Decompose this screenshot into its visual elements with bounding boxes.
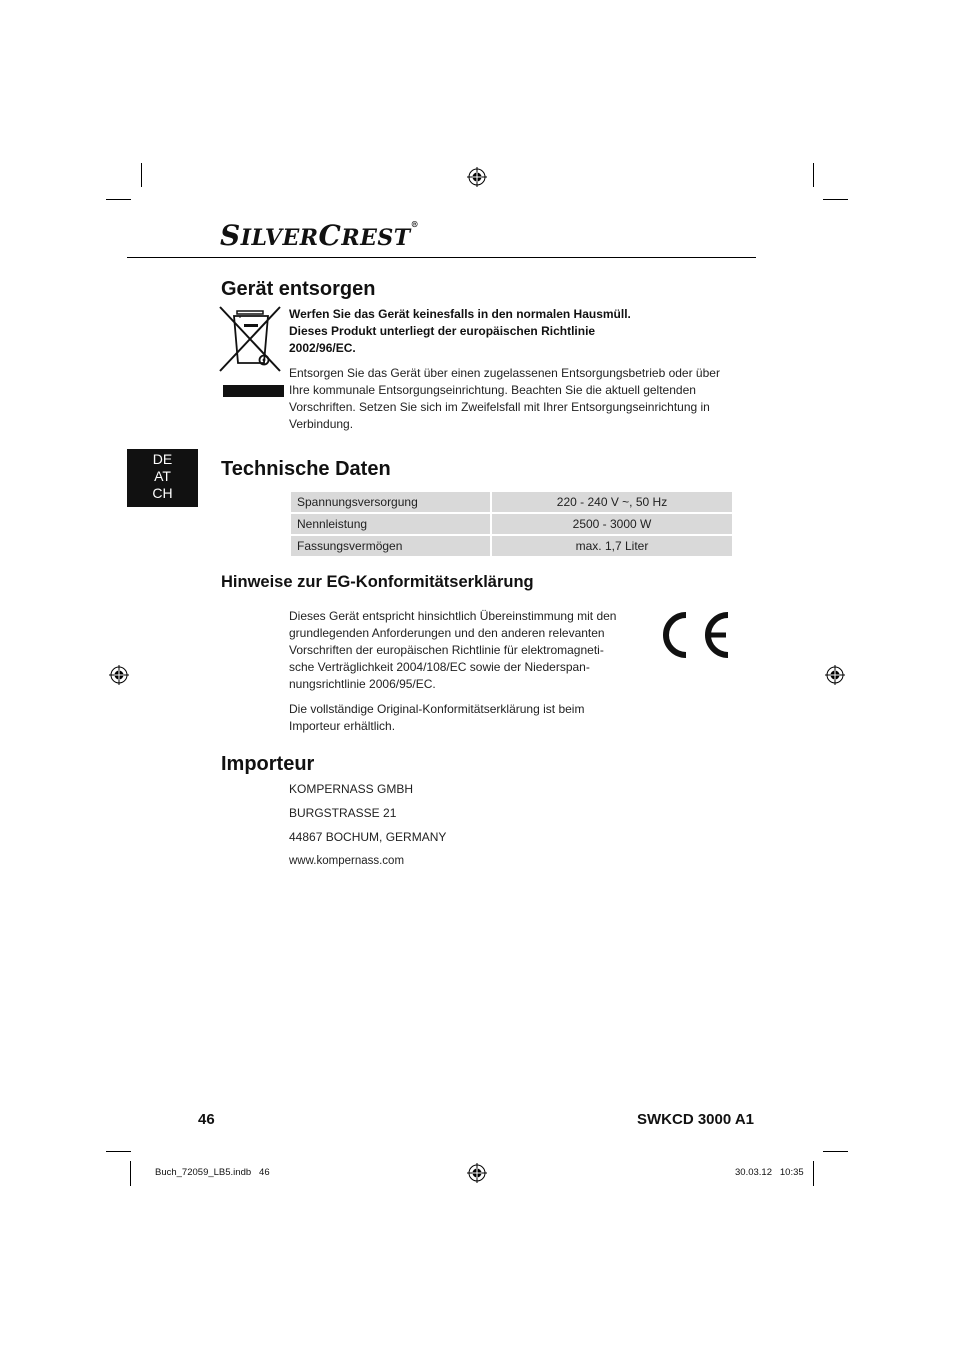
disposal-title: Gerät entsorgen: [221, 278, 376, 300]
disposal-body-line: Verbindung.: [289, 417, 354, 431]
conformity-line: Die vollständige Original-Konformitätserklärung ist beim: [289, 702, 585, 716]
crop-mark: [106, 199, 131, 200]
separate-collection-bar: [223, 385, 284, 397]
crop-mark: [130, 1161, 131, 1186]
importer-name: KOMPERNASS GMBH: [289, 782, 414, 796]
crop-mark: [823, 199, 848, 200]
spec-key: Nennleistung: [291, 514, 492, 534]
importer-city: 44867 BOCHUM, GERMANY: [289, 830, 447, 844]
ce-mark-icon: [656, 609, 732, 661]
spec-key: Fassungsvermögen: [291, 536, 492, 556]
disposal-body-line: Vorschriften. Setzen Sie sich im Zweifelsfall mit Ihrer Entsorgungseinrichtung in: [289, 400, 710, 414]
disposal-body-line: Entsorgen Sie das Gerät über einen zugelassenen Entsorgungsbetrieb oder über: [289, 366, 720, 380]
language-code: AT: [154, 468, 171, 484]
crop-mark: [813, 1161, 814, 1186]
logo-word: ILVER: [240, 225, 319, 251]
importer-title: Importeur: [221, 753, 315, 775]
spec-value: 220 - 240 V ~, 50 Hz: [492, 492, 732, 512]
print-file-name: Buch_72059_LB5.indb 46: [155, 1167, 270, 1178]
conformity-line: Dieses Gerät entspricht hinsichtlich Übereinstimmung mit den: [289, 609, 617, 623]
registration-mark-icon: [467, 167, 487, 187]
importer-website: www.kompernass.com: [289, 855, 405, 867]
crossed-bin-icon: [218, 305, 284, 377]
logo-word: REST: [341, 225, 411, 251]
logo-letter: S: [220, 219, 241, 252]
crop-mark: [823, 1151, 848, 1152]
importer-street: BURGSTRASSE 21: [289, 806, 397, 820]
spec-value: max. 1,7 Liter: [492, 536, 732, 556]
table-row: [291, 492, 732, 512]
spec-table: [291, 490, 732, 558]
conformity-line: Vorschriften der europäischen Richtlinie für elektromagneti-: [289, 643, 604, 657]
header-rule: [127, 257, 756, 258]
logo-letter: C: [318, 219, 342, 252]
tech-title: Technische Daten: [221, 458, 391, 480]
crop-mark: [813, 163, 814, 187]
language-code: DE: [152, 451, 173, 467]
disposal-warning-line: 2002/96/EC.: [289, 341, 356, 355]
model-number: SWKCD 3000 A1: [637, 1111, 754, 1128]
conformity-line: grundlegenden Anforderungen und den anderen relevanten: [289, 626, 605, 640]
page-number: 46: [198, 1111, 215, 1128]
registration-mark-icon: [467, 1163, 487, 1183]
table-row: [291, 514, 732, 534]
disposal-body: [289, 365, 749, 433]
conformity-title: Hinweise zur EG-Konformitätserklärung: [221, 573, 534, 591]
conformity-body: [289, 608, 639, 693]
registration-mark-icon: [109, 665, 129, 685]
conformity-note: [289, 701, 639, 735]
table-row: [291, 536, 732, 556]
conformity-line: nungsrichtlinie 2006/95/EC.: [289, 677, 436, 691]
registration-mark-icon: [825, 665, 845, 685]
conformity-line: sche Verträglichkeit 2004/108/EC sowie der Niederspan-: [289, 660, 590, 674]
language-tab: [127, 449, 198, 507]
disposal-body-line: Ihre kommunale Entsorgungseinrichtung. Beachten Sie die aktuell geltenden: [289, 383, 696, 397]
language-code: CH: [152, 485, 173, 501]
crop-mark: [106, 1151, 131, 1152]
print-timestamp: 30.03.12 10:35: [735, 1167, 804, 1178]
spec-key: Spannungsversorgung: [291, 492, 492, 512]
registered-mark: ®: [410, 219, 420, 229]
disposal-warning-line: Werfen Sie das Gerät keinesfalls in den normalen Hausmüll.: [289, 307, 631, 321]
crop-mark: [141, 163, 142, 187]
brand-logo: [220, 219, 419, 252]
disposal-warning: [289, 306, 739, 357]
disposal-warning-line: Dieses Produkt unterliegt der europäischen Richtlinie: [289, 324, 596, 338]
conformity-line: Importeur erhältlich.: [289, 719, 396, 733]
spec-value: 2500 - 3000 W: [492, 514, 732, 534]
